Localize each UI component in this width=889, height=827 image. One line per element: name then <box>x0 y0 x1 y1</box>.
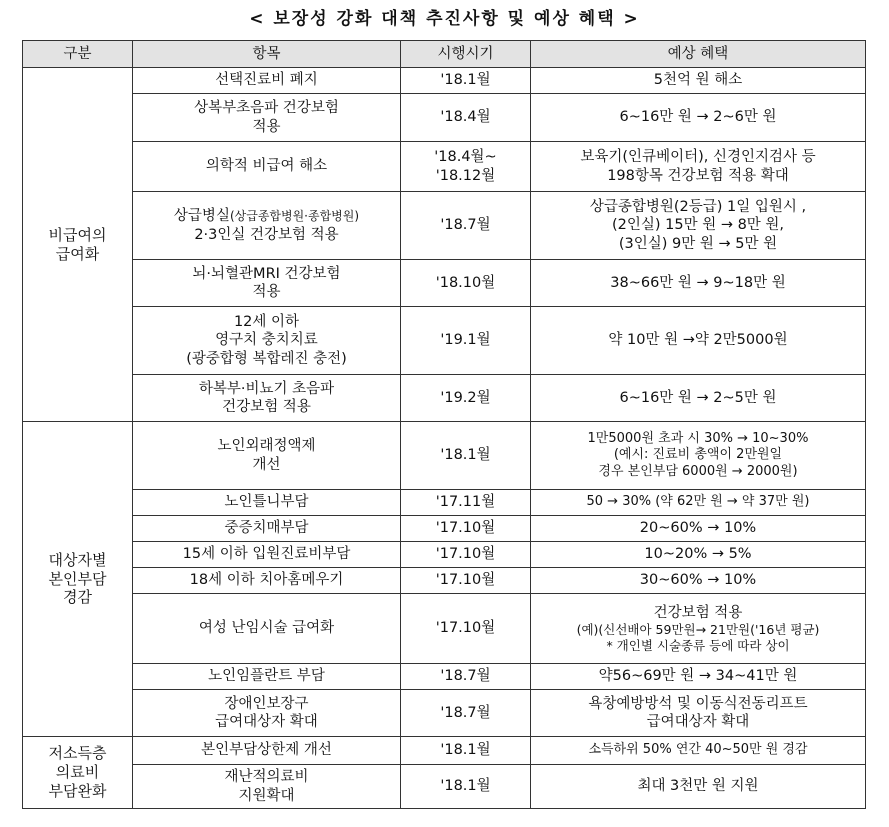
category-cell: 저소득층 의료비 부담완화 <box>23 737 133 809</box>
date-cell: '18.1월 <box>401 422 531 490</box>
table-row <box>23 690 866 737</box>
table-row <box>23 490 866 516</box>
table-header-row <box>23 41 866 68</box>
benefit-cell: 상급종합병원(2등급) 1일 입원시 , (2인실) 15만 원 → 8만 원, (3인실) 9만 원 → 5만 원 <box>531 192 866 260</box>
date-cell: '19.1월 <box>401 307 531 375</box>
date-cell: '18.1월 <box>401 68 531 94</box>
header-category: 구분 <box>23 41 133 68</box>
item-cell: 여성 난임시술 급여화 <box>133 594 401 664</box>
table-row <box>23 765 866 809</box>
benefit-cell: 약56~69만 원 → 34~41만 원 <box>531 664 866 690</box>
table-row <box>23 737 866 765</box>
item-cell: 노인외래정액제 개선 <box>133 422 401 490</box>
benefit-cell: 30~60% → 10% <box>531 568 866 594</box>
item-cell: 선택진료비 폐지 <box>133 68 401 94</box>
header-date: 시행시기 <box>401 41 531 68</box>
item-cell: 상복부초음파 건강보험 적용 <box>133 94 401 142</box>
table-row <box>23 568 866 594</box>
date-cell: '18.1월 <box>401 765 531 809</box>
item-cell: 노인임플란트 부담 <box>133 664 401 690</box>
item-cell: 15세 이하 입원진료비부담 <box>133 542 401 568</box>
benefit-cell: 6~16만 원 → 2~5만 원 <box>531 375 866 422</box>
benefit-cell: 6~16만 원 → 2~6만 원 <box>531 94 866 142</box>
benefit-cell: 50 → 30% (약 62만 원 → 약 37만 원) <box>531 490 866 516</box>
item-cell: 재난적의료비 지원확대 <box>133 765 401 809</box>
item-cell: 상급병실(상급종합병원·종합병원) 2·3인실 건강보험 적용 <box>133 192 401 260</box>
item-cell: 노인틀니부담 <box>133 490 401 516</box>
benefit-cell: 5천억 원 해소 <box>531 68 866 94</box>
date-cell: '18.7월 <box>401 664 531 690</box>
item-cell: 하복부·비뇨기 초음파 건강보험 적용 <box>133 375 401 422</box>
item-cell: 중증치매부담 <box>133 516 401 542</box>
table-row <box>23 192 866 260</box>
table-row <box>23 68 866 94</box>
benefit-cell: 보육기(인큐베이터), 신경인지검사 등 198항목 건강보험 적용 확대 <box>531 142 866 192</box>
item-cell: 18세 이하 치아홈메우기 <box>133 568 401 594</box>
table-row <box>23 94 866 142</box>
benefit-cell: 최대 3천만 원 지원 <box>531 765 866 809</box>
table-row <box>23 594 866 664</box>
benefit-cell: 10~20% → 5% <box>531 542 866 568</box>
date-cell: '18.4월~ '18.12월 <box>401 142 531 192</box>
table-row <box>23 664 866 690</box>
date-cell: '18.7월 <box>401 690 531 737</box>
date-cell: '17.10월 <box>401 594 531 664</box>
header-item: 항목 <box>133 41 401 68</box>
table-row <box>23 260 866 307</box>
table-row <box>23 422 866 490</box>
benefit-cell: 20~60% → 10% <box>531 516 866 542</box>
benefit-cell: 욕창예방방석 및 이동식전동리프트 급여대상자 확대 <box>531 690 866 737</box>
date-cell: '17.10월 <box>401 568 531 594</box>
benefit-cell: 약 10만 원 →약 2만5000원 <box>531 307 866 375</box>
date-cell: '18.10월 <box>401 260 531 307</box>
category-cell: 비급여의 급여화 <box>23 68 133 422</box>
table-row <box>23 307 866 375</box>
table-row <box>23 142 866 192</box>
page-title: < 보장성 강화 대책 추진사항 및 예상 혜택 > <box>249 9 640 29</box>
benefit-cell: 소득하위 50% 연간 40~50만 원 경감 <box>531 737 866 765</box>
table-row <box>23 542 866 568</box>
item-cell: 12세 이하 영구치 충치치료 (광중합형 복합레진 충전) <box>133 307 401 375</box>
header-benefit: 예상 혜택 <box>531 41 866 68</box>
benefit-cell: 건강보험 적용 (예)(신선배아 59만원→ 21만원('16년 평균) * 개인별 시술종류 등에 따라 상이 <box>531 594 866 664</box>
category-cell: 대상자별 본인부담 경감 <box>23 422 133 737</box>
benefit-cell: 1만5000원 초과 시 30% → 10~30% (예시: 진료비 총액이 2만원일 경우 본인부담 6000원 → 2000원) <box>531 422 866 490</box>
date-cell: '18.4월 <box>401 94 531 142</box>
item-cell: 의학적 비급여 해소 <box>133 142 401 192</box>
table-row <box>23 516 866 542</box>
date-cell: '17.10월 <box>401 542 531 568</box>
benefit-cell: 38~66만 원 → 9~18만 원 <box>531 260 866 307</box>
date-cell: '18.1월 <box>401 737 531 765</box>
table-row <box>23 375 866 422</box>
date-cell: '17.10월 <box>401 516 531 542</box>
date-cell: '19.2월 <box>401 375 531 422</box>
date-cell: '18.7월 <box>401 192 531 260</box>
item-cell: 장애인보장구 급여대상자 확대 <box>133 690 401 737</box>
item-cell: 본인부담상한제 개선 <box>133 737 401 765</box>
item-cell: 뇌·뇌혈관MRI 건강보험 적용 <box>133 260 401 307</box>
benefits-table <box>22 40 866 809</box>
date-cell: '17.11월 <box>401 490 531 516</box>
